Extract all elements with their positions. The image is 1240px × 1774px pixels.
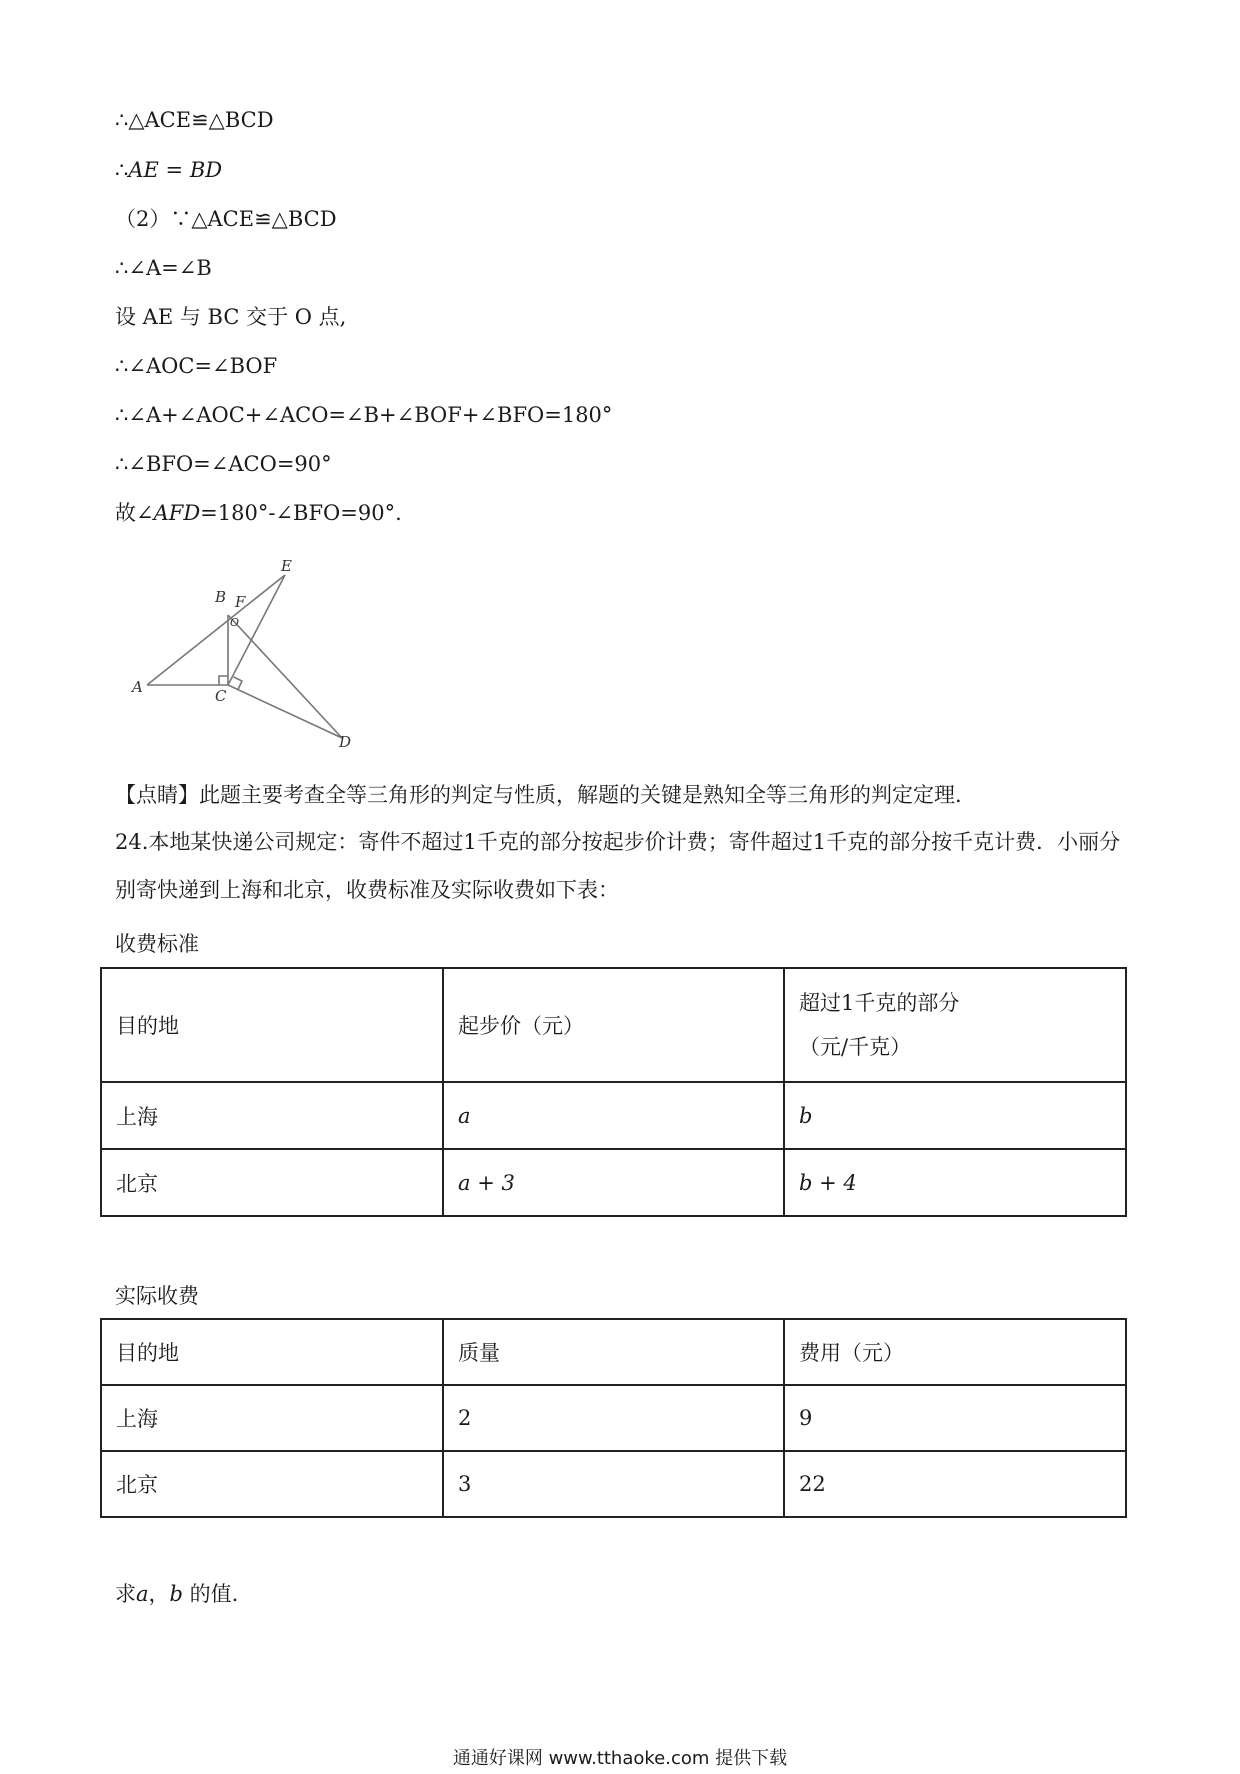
label-a: A (132, 678, 143, 696)
table-cell: 质量 (443, 1319, 784, 1385)
segment-cd (228, 685, 342, 738)
table-cell: 上海 (101, 1385, 443, 1451)
table-cell: 超过1千克的部分 （元/千克） (784, 968, 1126, 1082)
footer-credit: 通通好课网 www.tthaoke.com 提供下载 (452, 1748, 788, 1769)
label-c: C (215, 687, 227, 705)
proof-line-8: ∴∠BFO=∠ACO=90° (115, 452, 332, 476)
table-cell: 北京 (101, 1149, 443, 1216)
math-ae-eq-bd: AE = BD (128, 158, 223, 182)
table-cell: b (784, 1082, 1126, 1149)
math-afd: ∠AFD (136, 501, 201, 525)
proof-line-1: ∴△ACE≌△BCD (115, 108, 274, 132)
table-row (101, 968, 1126, 1082)
table-cell: 22 (784, 1451, 1126, 1517)
table-cell: 起步价（元） (443, 968, 784, 1082)
proof-line-3: （2）∵△ACE≌△BCD (115, 207, 337, 231)
dianjing-note: 【点睛】此题主要考查全等三角形的判定与性质，解题的关键是熟知全等三角形的判定定理. (115, 783, 962, 807)
table-cell: 3 (443, 1451, 784, 1517)
table-cell: 目的地 (101, 968, 443, 1082)
table-row (101, 1319, 1126, 1385)
table-cell: a (443, 1082, 784, 1149)
right-angle-c (219, 676, 228, 685)
table-cell: 费用（元） (784, 1319, 1126, 1385)
table-cell: 目的地 (101, 1319, 443, 1385)
proof-line-5: 设 AE 与 BC 交于 O 点, (115, 305, 347, 329)
table-cell: a + 3 (443, 1149, 784, 1216)
label-o: O (230, 616, 240, 629)
proof-line-7: ∴∠A+∠AOC+∠ACO=∠B+∠BOF+∠BFO=180° (115, 403, 613, 427)
table-cell: 2 (443, 1385, 784, 1451)
ask-line: 求a，b 的值. (115, 1582, 239, 1606)
proof-line-6: ∴∠AOC=∠BOF (115, 354, 278, 378)
geometry-figure (125, 555, 365, 755)
actual-fee-table (100, 1318, 1127, 1518)
proof-line-4: ∴∠A=∠B (115, 256, 212, 280)
segment-bd (228, 615, 342, 738)
table-row (101, 1149, 1126, 1216)
label-e: E (281, 557, 292, 575)
table-cell: b + 4 (784, 1149, 1126, 1216)
proof-line-2: ∴AE = BD (115, 158, 223, 182)
fee-standard-table (100, 967, 1127, 1217)
label-b: B (215, 588, 227, 606)
table-row (101, 1385, 1126, 1451)
table-cell: 北京 (101, 1451, 443, 1517)
proof-line-9: 故∠AFD=180°-∠BFO=90°. (115, 501, 402, 525)
math-afd-result: =180°-∠BFO=90°. (200, 501, 402, 525)
table-cell: 上海 (101, 1082, 443, 1149)
table-row (101, 1451, 1126, 1517)
segment-ce (228, 575, 285, 685)
label-f: F (235, 593, 246, 611)
table-cell: 9 (784, 1385, 1126, 1451)
label-d: D (339, 733, 352, 751)
table1-caption: 收费标准 (115, 932, 199, 956)
table-row (101, 1082, 1126, 1149)
table2-caption: 实际收费 (115, 1284, 199, 1308)
question-24: 24.本地某快递公司规定：寄件不超过1千克的部分按起步价计费；寄件超过1千克的部分按千克计费．小丽分别寄快递到上海和北京，收费标准及实际收费如下表： (115, 830, 1121, 902)
